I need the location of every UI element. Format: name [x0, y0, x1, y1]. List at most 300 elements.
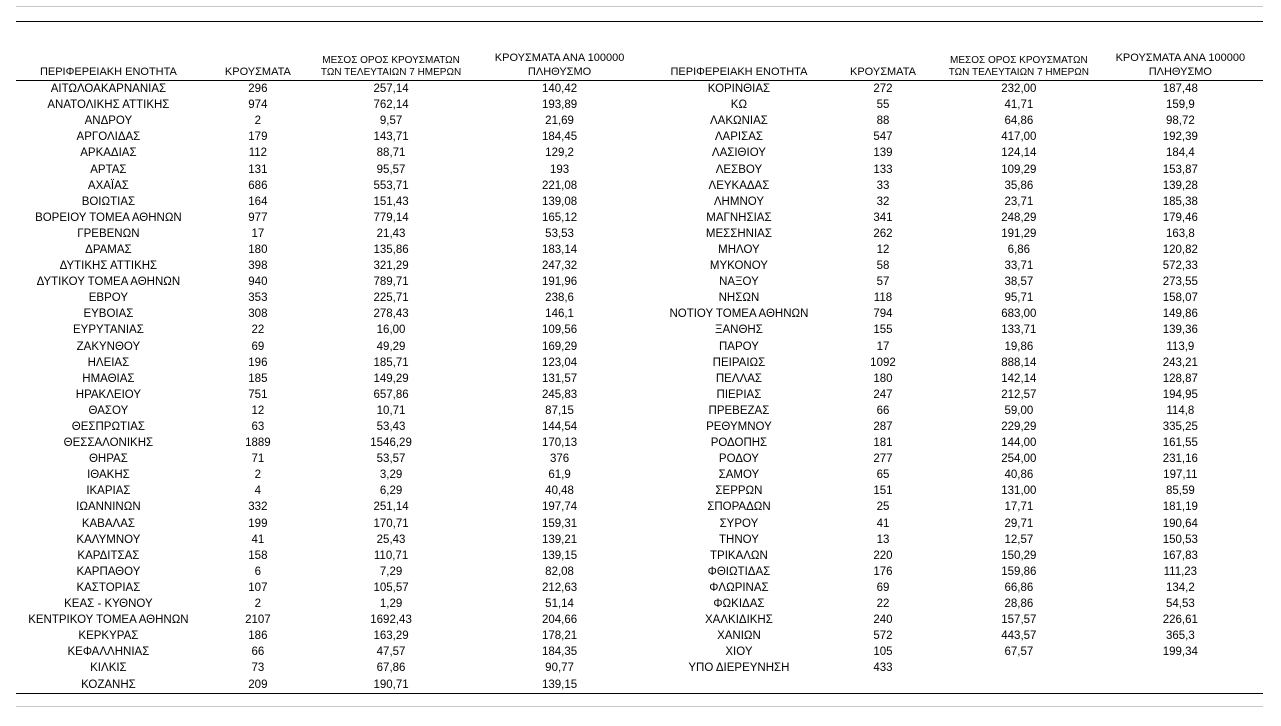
right-cases-cell: 247 — [873, 388, 893, 401]
right-avg-7d-cell: 212,57 — [1001, 388, 1037, 401]
right-cases-cell: 69 — [876, 581, 890, 594]
right-region-cell: ΛΑΣΙΘΙΟΥ — [711, 147, 766, 160]
right-avg-7d-cell: 95,71 — [1004, 292, 1034, 305]
right-avg-7d-cell — [940, 660, 1098, 676]
right-per-100k-cell: 167,83 — [1162, 549, 1198, 562]
right-per-100k-cell: 273,55 — [1162, 276, 1198, 289]
right-per-100k-cell: 153,87 — [1162, 163, 1198, 176]
left-per-100k-cell: 139,08 — [541, 195, 578, 208]
table-row — [16, 548, 1263, 564]
left-region-cell: ΒΟΙΩΤΙΑΣ — [81, 195, 136, 208]
right-cases-cell: 33 — [876, 179, 890, 192]
table-row — [16, 113, 1263, 129]
right-per-100k-cell: 190,64 — [1162, 517, 1198, 530]
left-region-cell: ΚΑΛΥΜΝΟΥ — [76, 533, 141, 546]
right-avg-7d-cell: 29,71 — [1004, 517, 1034, 530]
left-region-cell: ΘΗΡΑΣ — [88, 453, 128, 466]
right-cases-cell: 155 — [873, 324, 893, 337]
left-region-cell: ΔΡΑΜΑΣ — [85, 243, 132, 256]
right-cases-cell: 433 — [873, 662, 893, 675]
left-avg-7d-cell: 135,86 — [373, 243, 409, 256]
right-per-100k-cell: 226,61 — [1162, 614, 1198, 627]
left-cases-cell: 2 — [254, 598, 262, 611]
left-cases-cell: 353 — [248, 292, 268, 305]
left-per-100k-cell: 197,74 — [541, 501, 578, 514]
left-per-100k-cell: 212,63 — [541, 581, 578, 594]
left-cases-cell: 398 — [248, 260, 268, 273]
left-cases-cell: 199 — [248, 517, 268, 530]
right-avg-7d-cell: 683,00 — [1001, 308, 1037, 321]
left-cases-cell: 180 — [248, 243, 268, 256]
cases-table — [16, 46, 1263, 694]
right-cases-cell: 13 — [876, 533, 890, 546]
left-per-100k-cell: 376 — [549, 453, 570, 466]
right-per-100k-cell: 159,9 — [1165, 99, 1195, 112]
left-per-100k-cell: 169,29 — [541, 340, 578, 353]
right-cases-cell: 181 — [873, 437, 893, 450]
header-cases-right: ΚΡΟΥΣΜΑΤΑ — [826, 46, 940, 81]
right-cases-cell: 220 — [873, 549, 893, 562]
left-cases-cell: 2 — [254, 115, 262, 128]
right-avg-7d-cell: 888,14 — [1001, 356, 1037, 369]
right-cases-cell: 572 — [873, 630, 893, 643]
table-header-row — [16, 46, 1263, 81]
left-avg-7d-cell: 163,29 — [373, 630, 409, 643]
left-avg-7d-cell: 190,71 — [315, 676, 467, 693]
table-row — [16, 274, 1263, 290]
left-region-cell: ΒΟΡΕΙΟΥ ΤΟΜΕΑ ΑΘΗΝΩΝ — [35, 211, 182, 224]
right-per-100k-cell: 192,39 — [1162, 131, 1198, 144]
right-region-cell: ΜΕΣΣΗΝΙΑΣ — [705, 227, 772, 240]
left-region-cell: ΔΥΤΙΚΗΣ ΑΤΤΙΚΗΣ — [59, 260, 158, 273]
right-per-100k-cell: 161,55 — [1162, 437, 1198, 450]
left-cases-cell: 179 — [248, 131, 268, 144]
left-cases-cell: 107 — [248, 581, 268, 594]
header-per100k-line1: ΚΡΟΥΣΜΑΤΑ ΑΝΑ 100000 — [494, 52, 625, 64]
table-row — [16, 194, 1263, 210]
right-region-cell: ΡΕΘΥΜΝΟΥ — [706, 421, 772, 434]
left-cases-cell: 977 — [248, 211, 268, 224]
left-avg-7d-cell: 1546,29 — [370, 437, 412, 450]
right-per-100k-cell — [1098, 660, 1263, 676]
right-cases-cell: 277 — [873, 453, 893, 466]
left-avg-7d-cell: 1,29 — [379, 598, 403, 611]
left-avg-7d-cell: 16,00 — [376, 324, 406, 337]
header-cases-left: ΚΡΟΥΣΜΑΤΑ — [201, 46, 315, 81]
left-per-100k-cell: 165,12 — [541, 211, 578, 224]
right-region-cell: ΞΑΝΘΗΣ — [715, 324, 763, 337]
right-cases-cell: 105 — [873, 646, 893, 659]
left-cases-cell: 686 — [248, 179, 268, 192]
right-avg-7d-cell: 64,86 — [1004, 115, 1034, 128]
table-row — [16, 516, 1263, 532]
left-region-cell: ΘΕΣΣΑΛΟΝΙΚΗΣ — [63, 437, 154, 450]
right-per-100k-cell: 194,95 — [1162, 388, 1198, 401]
left-avg-7d-cell: 762,14 — [373, 99, 409, 112]
right-avg-7d-cell: 28,86 — [1004, 598, 1034, 611]
right-region-cell: ΣΠΟΡΑΔΩΝ — [707, 501, 771, 514]
right-avg-7d-cell: 67,57 — [1004, 646, 1034, 659]
table-row — [16, 676, 1263, 693]
right-cases-cell: 272 — [873, 83, 893, 96]
right-cases-cell: 180 — [873, 372, 893, 385]
left-region-cell: ΑΝΑΤΟΛΙΚΗΣ ΑΤΤΙΚΗΣ — [47, 99, 170, 112]
right-region-cell: ΣΥΡΟΥ — [719, 517, 759, 530]
right-per-100k-cell: 187,48 — [1162, 83, 1198, 96]
right-per-100k-cell: 572,33 — [1162, 260, 1198, 273]
right-region-cell: ΥΠΟ ΔΙΕΡΕΥΝΗΣΗ — [688, 662, 790, 675]
right-region-cell: ΤΗΝΟΥ — [718, 533, 759, 546]
left-region-cell: ΕΥΒΟΙΑΣ — [83, 308, 134, 321]
left-cases-cell: 332 — [248, 501, 268, 514]
left-region-cell: ΑΙΤΩΛΟΑΚΑΡΝΑΝΙΑΣ — [50, 83, 167, 96]
left-cases-cell: 209 — [201, 676, 315, 693]
left-region-cell: ΗΜΑΘΙΑΣ — [82, 372, 135, 385]
left-region-cell: ΕΒΡΟΥ — [88, 292, 129, 305]
left-per-100k-cell: 183,14 — [541, 243, 578, 256]
right-region-cell: ΤΡΙΚΑΛΩΝ — [710, 549, 768, 562]
table-row — [16, 242, 1263, 258]
left-avg-7d-cell: 10,71 — [376, 404, 406, 417]
left-per-100k-cell: 90,77 — [545, 662, 574, 675]
left-cases-cell: 6 — [254, 565, 262, 578]
left-avg-7d-cell: 143,71 — [373, 131, 409, 144]
left-avg-7d-cell: 151,43 — [373, 195, 409, 208]
left-avg-7d-cell: 170,71 — [373, 517, 409, 530]
left-per-100k-cell: 204,66 — [541, 614, 578, 627]
right-per-100k-cell — [1098, 676, 1263, 693]
left-cases-cell: 131 — [248, 163, 268, 176]
right-avg-7d-cell: 12,57 — [1004, 533, 1034, 546]
right-region-cell: ΜΑΓΝΗΣΙΑΣ — [706, 211, 772, 224]
right-per-100k-cell: 179,46 — [1162, 211, 1198, 224]
right-cases-cell: 1092 — [870, 356, 896, 369]
right-cases-cell: 25 — [876, 501, 890, 514]
right-cases-cell: 55 — [876, 99, 890, 112]
right-per-100k-cell: 243,21 — [1162, 356, 1198, 369]
right-cases-cell: 58 — [876, 260, 890, 273]
left-per-100k-cell: 131,57 — [541, 372, 578, 385]
table-row — [16, 644, 1263, 660]
left-region-cell: ΚΕΦΑΛΛΗΝΙΑΣ — [67, 646, 150, 659]
left-per-100k-cell: 191,96 — [541, 276, 578, 289]
right-per-100k-cell: 114,8 — [1166, 404, 1195, 417]
left-avg-7d-cell: 49,29 — [376, 340, 406, 353]
table-row — [16, 258, 1263, 274]
right-cases-cell: 262 — [873, 227, 893, 240]
right-cases-cell: 547 — [873, 131, 893, 144]
left-per-100k-cell: 61,9 — [548, 469, 571, 482]
left-per-100k-cell: 21,69 — [545, 115, 574, 128]
left-cases-cell: 974 — [248, 99, 268, 112]
right-cases-cell: 240 — [873, 614, 893, 627]
left-per-100k-cell: 53,53 — [545, 227, 574, 240]
left-avg-7d-cell: 7,29 — [379, 565, 403, 578]
right-region-cell: ΚΩ — [730, 99, 748, 112]
right-per-100k-cell: 54,53 — [1165, 598, 1195, 611]
right-avg-7d-cell: 150,29 — [1001, 549, 1037, 562]
header-region-right: ΠΕΡΙΦΕΡΕΙΑΚΗ ΕΝΟΤΗΤΑ — [652, 46, 826, 81]
table-row — [16, 596, 1263, 612]
left-cases-cell: 41 — [251, 533, 265, 546]
left-cases-cell: 940 — [248, 276, 268, 289]
right-region-cell: ΣΑΜΟΥ — [718, 469, 760, 482]
table-row — [16, 451, 1263, 467]
right-region-cell: ΧΑΝΙΩΝ — [717, 630, 761, 643]
right-avg-7d-cell: 254,00 — [1001, 453, 1037, 466]
right-avg-7d-cell: 133,71 — [1001, 324, 1037, 337]
right-per-100k-cell: 231,16 — [1162, 453, 1198, 466]
left-region-cell: ΙΩΑΝΝΙΝΩΝ — [76, 501, 141, 514]
left-avg-7d-cell: 251,14 — [373, 501, 409, 514]
right-region-cell: ΜΥΚΟΝΟΥ — [709, 260, 768, 273]
right-per-100k-cell: 120,82 — [1162, 243, 1198, 256]
header-per100k-right — [1098, 46, 1263, 81]
right-per-100k-cell: 199,34 — [1162, 646, 1198, 659]
left-cases-cell: 2107 — [245, 614, 271, 627]
right-cases-cell — [826, 676, 940, 693]
left-cases-cell: 66 — [251, 646, 265, 659]
right-avg-7d-cell: 6,86 — [1007, 243, 1031, 256]
left-cases-cell: 164 — [248, 195, 268, 208]
left-per-100k-cell: 221,08 — [541, 179, 578, 192]
left-per-100k-cell: 238,6 — [545, 292, 574, 305]
table-row — [16, 387, 1263, 403]
left-per-100k-cell: 184,45 — [541, 131, 578, 144]
right-per-100k-cell: 184,4 — [1165, 147, 1195, 160]
left-avg-7d-cell: 25,43 — [376, 533, 406, 546]
left-region-cell: ΚΑΡΠΑΘΟΥ — [76, 565, 141, 578]
left-per-100k-cell: 87,15 — [545, 404, 574, 417]
header-avg-left — [315, 46, 467, 81]
left-region-cell: ΗΡΑΚΛΕΙΟΥ — [75, 388, 142, 401]
left-per-100k-cell: 159,31 — [541, 517, 578, 530]
header-avg-line2: ΤΩΝ ΤΕΛΕΥΤΑΙΩΝ 7 ΗΜΕΡΩΝ — [320, 67, 462, 78]
right-avg-7d-cell: 66,86 — [1004, 581, 1034, 594]
left-per-100k-cell: 184,35 — [541, 646, 578, 659]
left-avg-7d-cell: 6,29 — [379, 485, 403, 498]
left-per-100k-cell: 140,42 — [541, 83, 578, 96]
table-row — [16, 355, 1263, 371]
left-per-100k-cell: 123,04 — [541, 356, 578, 369]
right-per-100k-cell: 335,25 — [1162, 421, 1198, 434]
bottom-divider — [16, 706, 1263, 707]
table-row — [16, 129, 1263, 145]
left-cases-cell: 112 — [248, 147, 268, 160]
left-region-cell: ΚΕΝΤΡΙΚΟΥ ΤΟΜΕΑ ΑΘΗΝΩΝ — [28, 614, 189, 627]
right-region-cell: ΠΕΛΛΑΣ — [715, 372, 762, 385]
table-row — [16, 210, 1263, 226]
left-region-cell: ΚΕΡΚΥΡΑΣ — [78, 630, 139, 643]
left-cases-cell: 4 — [254, 485, 262, 498]
table-row — [16, 483, 1263, 499]
right-avg-7d-cell: 417,00 — [1001, 131, 1037, 144]
table-row — [16, 564, 1263, 580]
left-cases-cell: 73 — [251, 662, 265, 675]
table-row — [16, 371, 1263, 387]
right-cases-cell: 176 — [873, 565, 893, 578]
right-avg-7d-cell: 35,86 — [1004, 179, 1034, 192]
left-region-cell: ΕΥΡΥΤΑΝΙΑΣ — [73, 324, 144, 337]
right-region-cell: ΠΙΕΡΙΑΣ — [716, 388, 762, 401]
right-avg-7d-cell: 17,71 — [1004, 501, 1034, 514]
left-region-cell: ΚΟΖΑΝΗΣ — [16, 676, 201, 693]
table-row — [16, 580, 1263, 596]
table-row — [16, 467, 1263, 483]
right-region-cell: ΛΗΜΝΟΥ — [713, 195, 764, 208]
right-avg-7d-cell: 229,29 — [1001, 421, 1037, 434]
left-region-cell: ΑΧΑΪΑΣ — [87, 179, 129, 192]
left-avg-7d-cell: 1692,43 — [370, 614, 412, 627]
left-region-cell: ΘΑΣΟΥ — [88, 404, 129, 417]
header-avg-line1: ΜΕΣΟΣ ΟΡΟΣ ΚΡΟΥΣΜΑΤΩΝ — [322, 55, 460, 66]
right-region-cell: ΛΑΚΩΝΙΑΣ — [709, 115, 768, 128]
right-cases-cell: 12 — [876, 243, 890, 256]
left-avg-7d-cell: 789,71 — [373, 276, 409, 289]
header-per100k-line2: ΠΛΗΘΥΣΜΟ — [527, 66, 592, 78]
right-region-cell: ΧΑΛΚΙΔΙΚΗΣ — [705, 614, 773, 627]
header-avg-line1: ΜΕΣΟΣ ΟΡΟΣ ΚΡΟΥΣΜΑΤΩΝ — [950, 55, 1088, 66]
right-avg-7d-cell: 38,57 — [1004, 276, 1034, 289]
left-per-100k-cell: 139,21 — [541, 533, 578, 546]
left-per-100k-cell: 170,13 — [541, 437, 578, 450]
right-avg-7d-cell: 124,14 — [1001, 147, 1037, 160]
left-avg-7d-cell: 185,71 — [373, 356, 409, 369]
right-region-cell: ΦΩΚΙΔΑΣ — [713, 598, 765, 611]
table-body — [16, 81, 1263, 694]
header-avg-line2: ΤΩΝ ΤΕΛΕΥΤΑΙΩΝ 7 ΗΜΕΡΩΝ — [948, 67, 1089, 78]
table-row — [16, 178, 1263, 194]
left-per-100k-cell: 146,1 — [545, 308, 574, 321]
right-region-cell: ΜΗΛΟΥ — [718, 243, 760, 256]
left-per-100k-cell: 144,54 — [541, 421, 578, 434]
right-per-100k-cell: 113,9 — [1166, 340, 1195, 353]
left-per-100k-cell: 139,15 — [467, 676, 652, 693]
table-row — [16, 435, 1263, 451]
table-row — [16, 532, 1263, 548]
right-avg-7d-cell: 131,00 — [1001, 485, 1037, 498]
left-avg-7d-cell: 53,43 — [376, 421, 406, 434]
left-region-cell: ΘΕΣΠΡΩΤΙΑΣ — [71, 421, 146, 434]
left-per-100k-cell: 193 — [549, 163, 570, 176]
table-row — [16, 339, 1263, 355]
left-cases-cell: 158 — [248, 549, 268, 562]
left-avg-7d-cell: 257,14 — [373, 83, 409, 96]
table-row — [16, 161, 1263, 177]
table-row — [16, 628, 1263, 644]
right-region-cell: ΝΟΤΙΟΥ ΤΟΜΕΑ ΑΘΗΝΩΝ — [669, 308, 809, 321]
left-region-cell: ΚΙΛΚΙΣ — [90, 662, 127, 675]
right-per-100k-cell: 139,28 — [1162, 179, 1198, 192]
right-per-100k-cell: 197,11 — [1163, 469, 1198, 482]
top-divider — [16, 21, 1263, 22]
right-cases-cell: 341 — [873, 211, 893, 224]
left-avg-7d-cell: 278,43 — [373, 308, 409, 321]
right-region-cell: ΛΕΥΚΑΔΑΣ — [708, 179, 770, 192]
right-per-100k-cell: 128,87 — [1162, 372, 1198, 385]
top-divider-thin — [16, 6, 1263, 7]
right-cases-cell: 65 — [876, 469, 890, 482]
left-avg-7d-cell: 9,57 — [379, 115, 403, 128]
left-avg-7d-cell: 53,57 — [376, 453, 406, 466]
right-per-100k-cell: 149,86 — [1162, 308, 1198, 321]
left-avg-7d-cell: 47,57 — [376, 646, 406, 659]
right-avg-7d-cell: 33,71 — [1004, 260, 1034, 273]
table-row — [16, 145, 1263, 161]
left-cases-cell: 71 — [251, 453, 265, 466]
right-avg-7d-cell — [940, 676, 1098, 693]
left-region-cell: ΑΝΔΡΟΥ — [84, 115, 133, 128]
right-cases-cell: 41 — [876, 517, 890, 530]
right-avg-7d-cell: 443,57 — [1001, 630, 1037, 643]
right-cases-cell: 139 — [873, 147, 893, 160]
left-cases-cell: 1889 — [245, 437, 271, 450]
right-cases-cell: 32 — [876, 195, 890, 208]
table-row — [16, 322, 1263, 338]
table-row — [16, 660, 1263, 676]
left-cases-cell: 185 — [248, 372, 268, 385]
right-per-100k-cell: 185,38 — [1162, 195, 1198, 208]
right-region-cell: ΛΑΡΙΣΑΣ — [714, 131, 763, 144]
right-region-cell: ΡΟΔΟΥ — [718, 453, 759, 466]
left-avg-7d-cell: 321,29 — [373, 260, 409, 273]
right-cases-cell: 22 — [876, 598, 890, 611]
left-region-cell: ΚΕΑΣ - ΚΥΘΝΟΥ — [64, 598, 153, 611]
left-avg-7d-cell: 95,57 — [376, 163, 406, 176]
right-avg-7d-cell: 40,86 — [1004, 469, 1034, 482]
table-row — [16, 97, 1263, 113]
table-row — [16, 306, 1263, 322]
right-per-100k-cell: 139,36 — [1162, 324, 1198, 337]
left-per-100k-cell: 82,08 — [545, 565, 574, 578]
right-region-cell: ΛΕΣΒΟΥ — [715, 163, 763, 176]
right-per-100k-cell: 85,59 — [1165, 485, 1195, 498]
right-region-cell: ΠΑΡΟΥ — [718, 340, 759, 353]
left-per-100k-cell: 40,48 — [545, 485, 574, 498]
right-region-cell: ΡΟΔΟΠΗΣ — [710, 437, 768, 450]
right-region-cell: ΚΟΡΙΝΘΙΑΣ — [707, 83, 771, 96]
left-cases-cell: 2 — [254, 469, 262, 482]
right-avg-7d-cell: 157,57 — [1001, 614, 1037, 627]
left-cases-cell: 69 — [251, 340, 265, 353]
right-per-100k-cell: 158,07 — [1162, 292, 1198, 305]
left-avg-7d-cell: 67,86 — [376, 662, 406, 675]
left-avg-7d-cell: 105,57 — [373, 581, 409, 594]
left-cases-cell: 296 — [248, 83, 268, 96]
left-region-cell: ΔΥΤΙΚΟΥ ΤΟΜΕΑ ΑΘΗΝΩΝ — [36, 276, 181, 289]
left-cases-cell: 308 — [248, 308, 268, 321]
left-per-100k-cell: 245,83 — [541, 388, 578, 401]
left-cases-cell: 751 — [248, 388, 268, 401]
right-per-100k-cell: 111,23 — [1163, 565, 1198, 578]
left-region-cell: ΑΡΓΟΛΙΔΑΣ — [76, 131, 141, 144]
left-region-cell: ΖΑΚΥΝΘΟΥ — [76, 340, 141, 353]
header-region-left: ΠΕΡΙΦΕΡΕΙΑΚΗ ΕΝΟΤΗΤΑ — [16, 46, 201, 81]
right-per-100k-cell: 98,72 — [1165, 115, 1195, 128]
table-row — [16, 612, 1263, 628]
left-cases-cell: 186 — [248, 630, 268, 643]
table-row — [16, 403, 1263, 419]
left-region-cell: ΚΑΒΑΛΑΣ — [81, 517, 135, 530]
left-per-100k-cell: 193,89 — [541, 99, 578, 112]
left-per-100k-cell: 139,15 — [541, 549, 578, 562]
table-row — [16, 290, 1263, 306]
right-avg-7d-cell: 109,29 — [1001, 163, 1037, 176]
header-per100k-line2: ΠΛΗΘΥΣΜΟ — [1148, 66, 1212, 78]
left-cases-cell: 17 — [251, 227, 265, 240]
right-avg-7d-cell: 232,00 — [1001, 83, 1037, 96]
left-region-cell: ΓΡΕΒΕΝΩΝ — [77, 227, 140, 240]
